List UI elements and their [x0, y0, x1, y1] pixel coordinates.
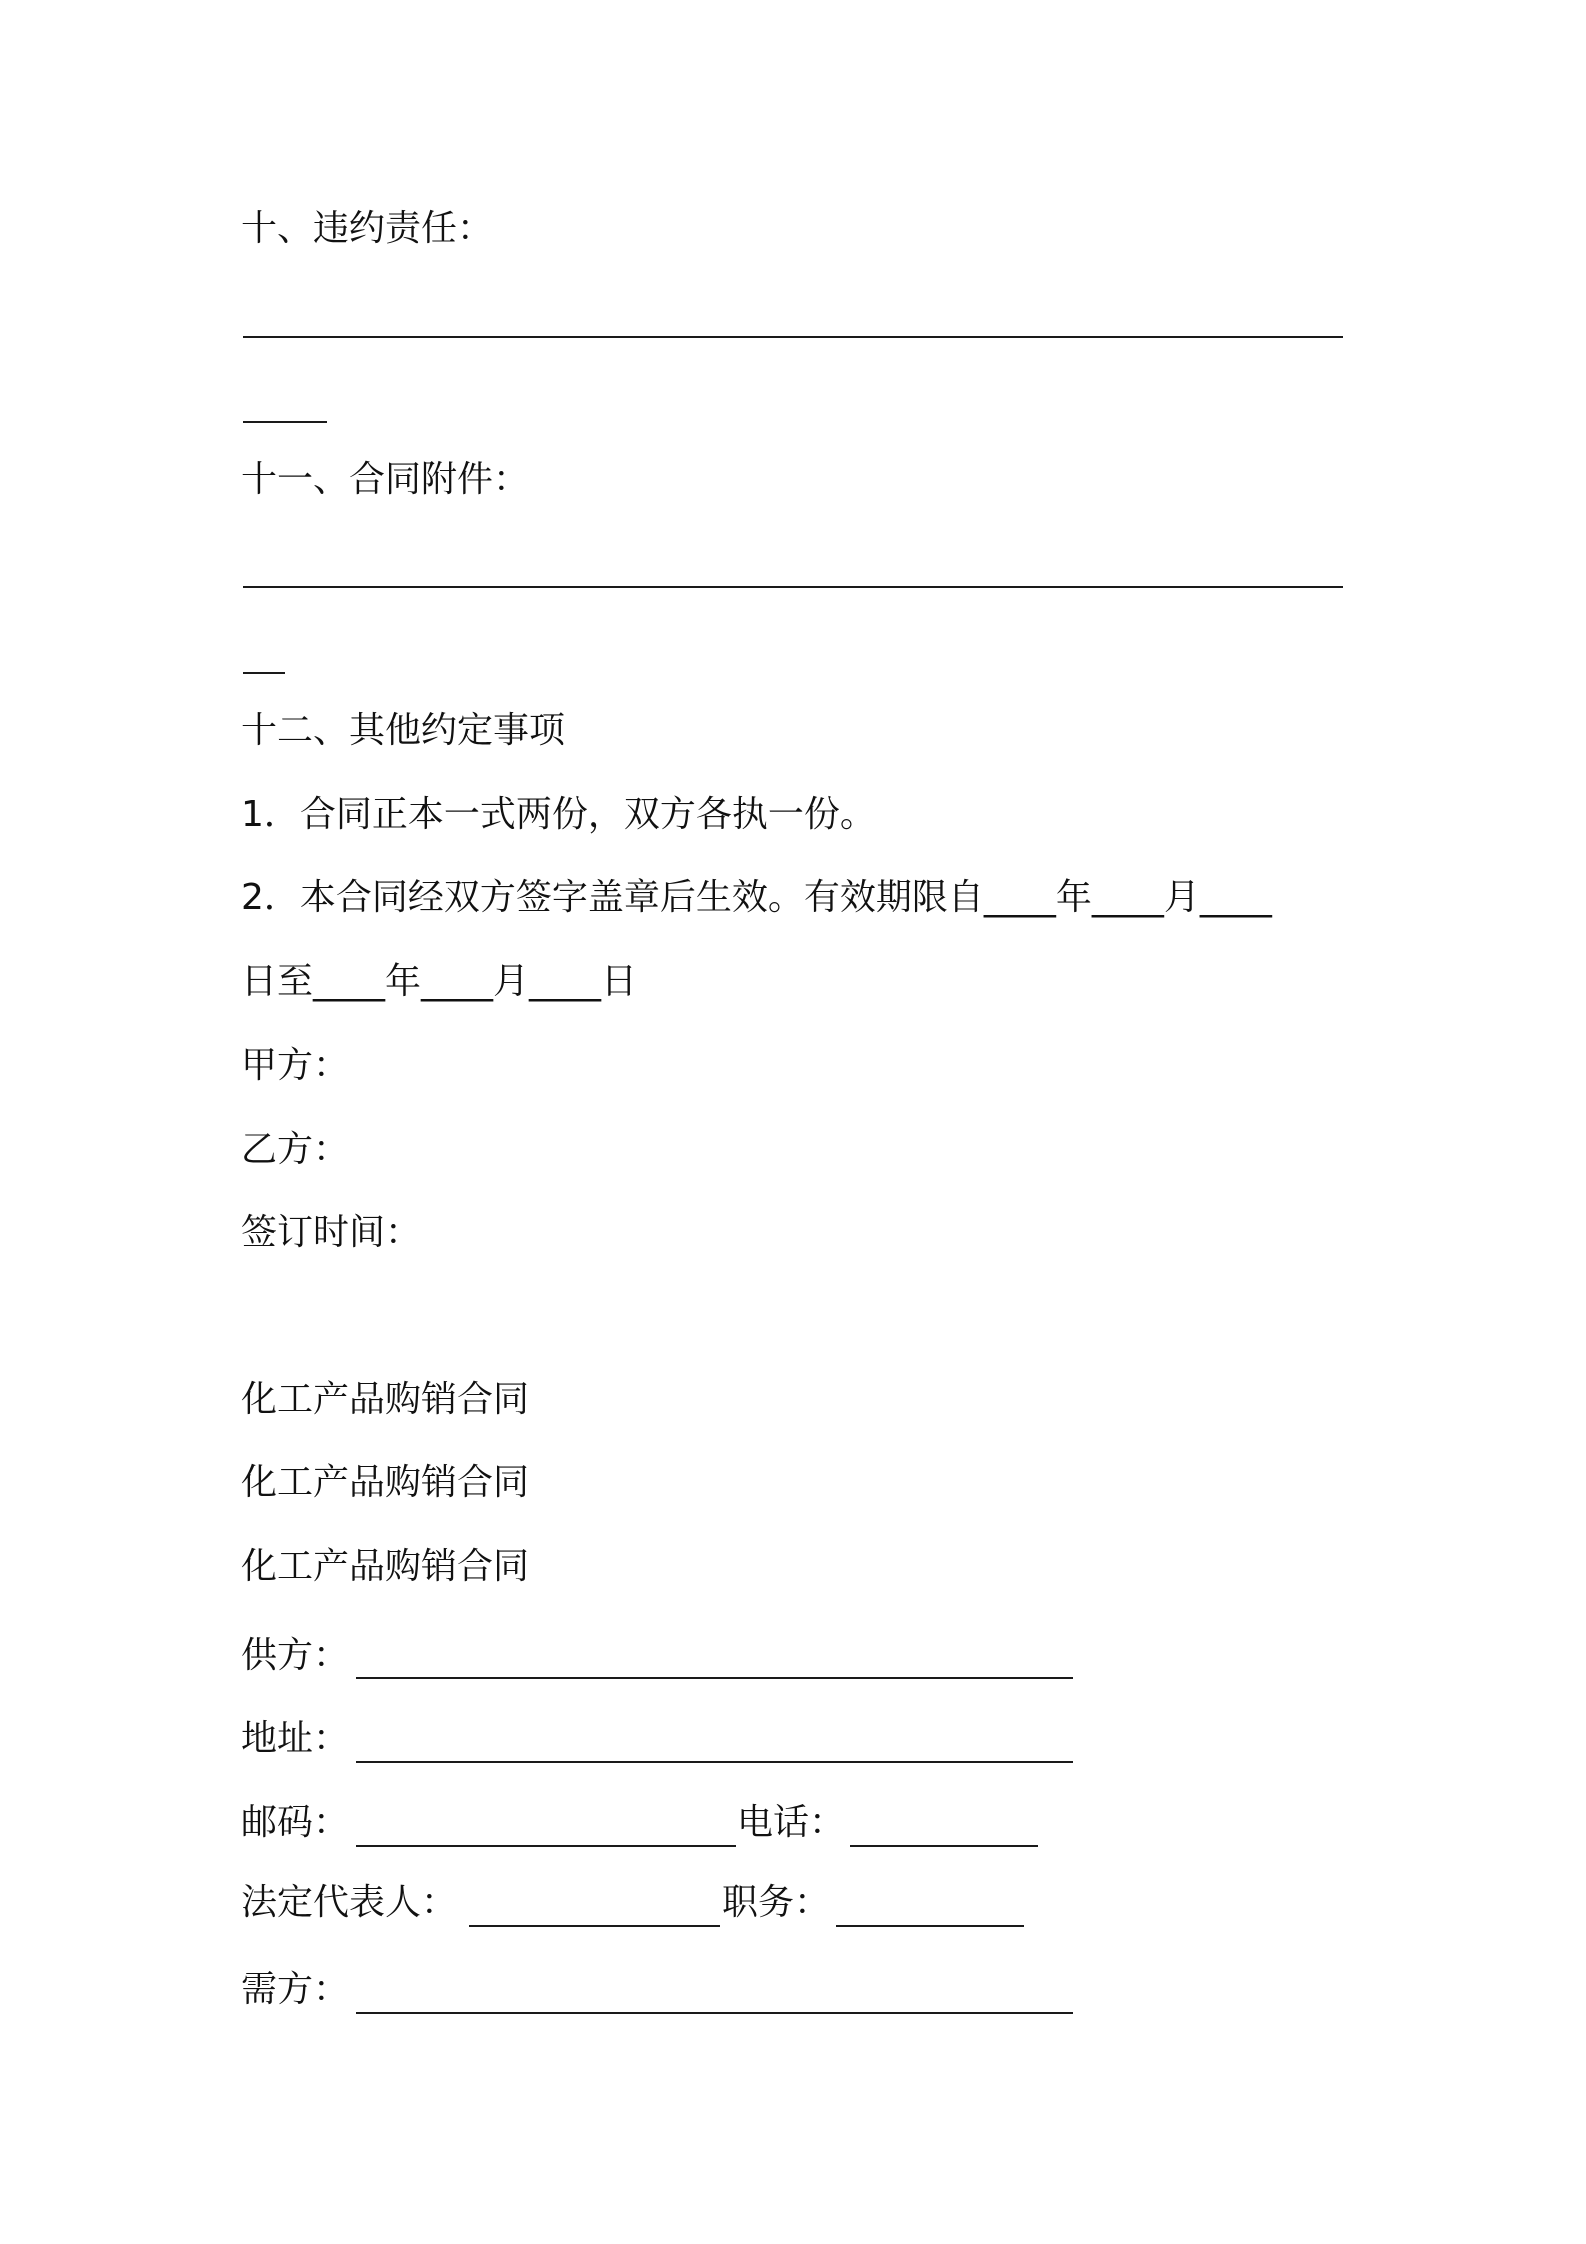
contract-title: 化工产品购销合同 — [241, 1379, 530, 1420]
section-12-item-2-line-2: 日至____年____月____日 — [241, 961, 638, 1002]
address-label: 地址： — [241, 1718, 350, 1759]
section-12-heading: 十二、其他约定事项 — [241, 710, 566, 751]
phone-fill-line[interactable] — [850, 1845, 1038, 1847]
postcode-label: 邮码： — [241, 1802, 350, 1843]
contract-title: 化工产品购销合同 — [241, 1462, 530, 1503]
section-12-item-2-line-1: 2．本合同经双方签字盖章后生效。有效期限自____年____月____ — [241, 877, 1272, 918]
contract-attachments-fill-line[interactable] — [243, 586, 1343, 588]
breach-liability-fill-line[interactable] — [243, 336, 1343, 338]
party-a-label: 甲方： — [241, 1045, 350, 1086]
section-10-heading: 十、违约责任： — [241, 208, 494, 249]
supplier-fill-line[interactable] — [356, 1677, 1073, 1679]
phone-label: 电话： — [737, 1802, 846, 1843]
legal-representative-label: 法定代表人： — [241, 1882, 458, 1923]
section-11-heading: 十一、合同附件： — [241, 459, 530, 500]
contract-attachments-fill-line-continued[interactable] — [243, 672, 285, 674]
contract-title: 化工产品购销合同 — [241, 1546, 530, 1587]
address-fill-line[interactable] — [356, 1761, 1073, 1763]
party-b-label: 乙方： — [241, 1129, 350, 1170]
legal-representative-fill-line[interactable] — [469, 1925, 720, 1927]
buyer-label: 需方： — [241, 1969, 350, 2010]
buyer-fill-line[interactable] — [356, 2012, 1073, 2014]
signing-time-label: 签订时间： — [241, 1212, 422, 1253]
postcode-fill-line[interactable] — [356, 1845, 736, 1847]
position-label: 职务： — [722, 1882, 831, 1923]
section-12-item-1: 1．合同正本一式两份，双方各执一份。 — [241, 794, 876, 835]
supplier-label: 供方： — [241, 1635, 350, 1676]
position-fill-line[interactable] — [836, 1925, 1024, 1927]
breach-liability-fill-line-continued[interactable] — [243, 421, 327, 423]
